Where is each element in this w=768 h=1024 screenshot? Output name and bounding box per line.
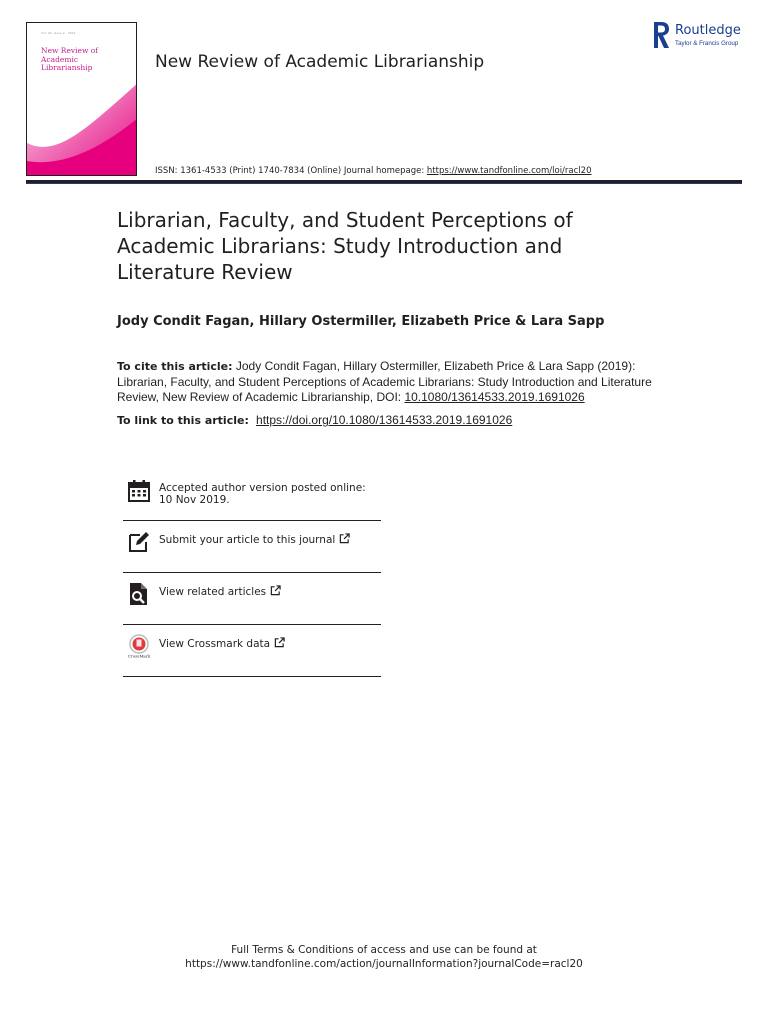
crossmark-link[interactable]: [159, 637, 379, 650]
related-articles-label: View related articles: [159, 586, 267, 598]
link-label: To link to this article:: [117, 414, 253, 427]
citation-block: [117, 359, 657, 406]
cover-title: New Review of Academic Librarianship: [41, 46, 99, 72]
crossmark-item[interactable]: [123, 625, 381, 677]
related-articles-link[interactable]: [159, 585, 379, 598]
issn-line: [155, 166, 591, 176]
submit-article-label: Submit your article to this journal: [159, 534, 336, 546]
submit-article-item[interactable]: [123, 521, 381, 573]
article-link-line: [117, 413, 512, 427]
accepted-version-item: [123, 470, 381, 521]
external-link-icon: [274, 637, 285, 648]
submit-article-link[interactable]: [159, 533, 379, 546]
search-document-icon: [127, 582, 151, 606]
footer-terms: Full Terms & Conditions of access and use can be found at: [231, 944, 537, 956]
publisher-group: Taylor & Francis Group: [675, 40, 739, 47]
article-actions: [123, 470, 381, 677]
external-link-icon: [339, 533, 350, 544]
cite-text: Jody Condit Fagan, Hillary Ostermiller, Elizabeth Price & Lara Sapp (2019): Librarian, Faculty, and Student Perceptions of Academic Librarians: Study Introduction and Literature Review, New Review of Academic Librarianship, DOI:: [117, 359, 652, 404]
cite-label: To cite this article:: [117, 360, 233, 373]
related-articles-item[interactable]: [123, 573, 381, 625]
footer-terms-url[interactable]: https://www.tandfonline.com/action/journalInformation?journalCode=racl20: [185, 958, 583, 970]
accepted-version-text: Accepted author version posted online: 10 Nov 2019.: [159, 482, 366, 506]
journal-name: New Review of Academic Librarianship: [155, 52, 485, 72]
journal-homepage-link[interactable]: https://www.tandfonline.com/loi/racl20: [426, 166, 592, 176]
routledge-r-icon: [653, 21, 671, 49]
journal-cover: [26, 22, 137, 176]
crossmark-icon: [127, 634, 151, 658]
article-authors: Jody Condit Fagan, Hillary Ostermiller, Elizabeth Price & Lara Sapp: [117, 314, 605, 329]
external-link-icon: [270, 585, 281, 596]
article-doi-link[interactable]: https://doi.org/10.1080/13614533.2019.1691026: [256, 413, 513, 427]
cite-doi-link[interactable]: 10.1080/13614533.2019.1691026: [404, 390, 585, 404]
footer: [0, 943, 768, 971]
crossmark-label: View Crossmark data: [159, 638, 271, 650]
article-title: Librarian, Faculty, and Student Perceptions of Academic Librarians: Study Introduction and Literature Review: [117, 208, 573, 284]
header-rule-accent: [26, 183, 742, 184]
edit-icon: [127, 530, 151, 554]
publisher-name: Routledge: [675, 23, 741, 38]
routledge-logo[interactable]: [653, 21, 748, 51]
issn-text: ISSN: 1361-4533 (Print) 1740-7834 (Online) Journal homepage:: [155, 166, 427, 176]
calendar-icon: [127, 479, 151, 503]
crossmark-caption: CrossMark: [127, 653, 151, 658]
cover-meta: Vol. 25, Issue 2 · 2019: [41, 31, 76, 35]
